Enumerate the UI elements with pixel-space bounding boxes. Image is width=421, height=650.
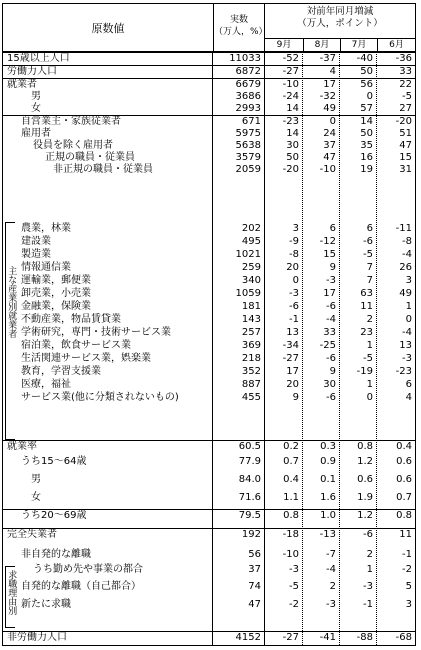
row-actual-value: 6872 [235, 66, 261, 77]
row-change-m7: 1 [366, 564, 373, 575]
row-label: 卸売業，小売業 [21, 288, 91, 299]
row-change-m7: -3 [363, 581, 373, 592]
row-change-m8: -32 [319, 91, 336, 102]
row-actual-value: 887 [241, 379, 261, 390]
row-label: 自営業主・家族従業者 [21, 116, 121, 127]
header-actual-unit: （万人，%） [214, 27, 268, 37]
row-change-m6: 11 [399, 529, 412, 540]
row-change-m8: 4 [329, 66, 336, 77]
row-change-m9: 20 [286, 379, 299, 390]
header-month-7: 7月 [340, 39, 377, 51]
row-change-m6: 0.4 [396, 441, 412, 452]
row-change-m7: 2 [366, 549, 373, 560]
row-label: 生活関連サービス業，娯楽業 [21, 353, 151, 364]
row-change-m8: 37 [323, 140, 336, 151]
row-change-m6: 0.6 [396, 474, 412, 485]
row-change-m7: 0.6 [357, 474, 373, 485]
table-row [3, 474, 415, 486]
row-change-m9: -27 [282, 66, 299, 77]
row-change-m7: 50 [360, 66, 373, 77]
row-change-m7: 11 [360, 301, 373, 312]
row-change-m6: -1 [402, 549, 412, 560]
row-actual-value: 495 [241, 236, 261, 247]
row-change-m8: 15 [323, 249, 336, 260]
row-actual-value: 74 [248, 581, 261, 592]
row-change-m9: 20 [286, 262, 299, 273]
table-row [3, 631, 415, 644]
row-label: 宿泊業，飲食サービス業 [21, 340, 131, 351]
row-label: うち20～69歳 [21, 510, 87, 521]
row-change-m7: 1 [366, 379, 373, 390]
row-label: 非正規の職員・従業員 [53, 164, 153, 175]
row-change-m9: -27 [282, 632, 299, 643]
row-label: 建設業 [21, 236, 51, 247]
row-change-m7: 56 [360, 79, 373, 90]
row-change-m7: -6 [363, 529, 373, 540]
table-row [3, 581, 415, 593]
row-label: 自発的な離職（自己都合） [21, 581, 141, 592]
row-change-m7: 14 [360, 116, 373, 127]
row-label: 女 [31, 492, 41, 503]
row-change-m7: 57 [360, 103, 373, 114]
table-row [3, 528, 415, 541]
row-label: 雇用者 [21, 128, 51, 139]
row-change-m8: -4 [326, 314, 336, 325]
row-change-m7: 1.2 [357, 456, 373, 467]
row-change-m9: 9 [292, 392, 299, 403]
row-change-m6: 22 [399, 79, 412, 90]
row-change-m8: -6 [326, 392, 336, 403]
table-row [3, 236, 415, 248]
row-actual-value: 56 [248, 549, 261, 560]
row-actual-value: 2993 [235, 103, 261, 114]
row-change-m8: 33 [323, 327, 336, 338]
row-change-m9: -18 [282, 529, 299, 540]
table-header [3, 4, 415, 52]
row-change-m9: 3 [292, 223, 299, 234]
row-change-m9: -27 [282, 353, 299, 364]
row-change-m8: -12 [319, 236, 336, 247]
row-change-m7: 1 [366, 340, 373, 351]
row-actual-value: 11033 [229, 53, 261, 64]
row-change-m9: -24 [282, 91, 299, 102]
row-actual-value: 369 [241, 340, 261, 351]
row-actual-value: 77.9 [238, 456, 261, 467]
table-row [3, 456, 415, 468]
row-label: サービス業(他に分類されないもの) [21, 392, 179, 403]
row-change-m8: 1.0 [320, 510, 336, 521]
reason-side-label: 求職理由別 [6, 570, 17, 615]
table-row [3, 115, 415, 128]
row-label: うち15～64歳 [21, 456, 87, 467]
row-actual-value: 79.5 [238, 510, 261, 521]
row-change-m6: 13 [399, 340, 412, 351]
table-row [3, 52, 415, 65]
table-row [3, 78, 415, 91]
row-actual-value: 1059 [235, 288, 261, 299]
row-actual-value: 455 [241, 392, 261, 403]
row-change-m7: 7 [366, 262, 373, 273]
row-change-m6: 0 [405, 314, 412, 325]
table-row [3, 314, 415, 326]
row-change-m8: 17 [323, 288, 336, 299]
row-label: 不動産業，物品賃貸業 [21, 314, 121, 325]
row-change-m8: -41 [319, 632, 336, 643]
row-change-m6: 0.6 [396, 456, 412, 467]
row-change-m6: 27 [399, 103, 412, 114]
table-row [3, 379, 415, 391]
row-label: 新たに求職 [21, 599, 71, 610]
row-change-m6: -4 [402, 249, 412, 260]
row-actual-value: 3579 [235, 152, 261, 163]
row-change-m6: -20 [395, 116, 412, 127]
row-change-m6: 51 [399, 128, 412, 139]
row-change-m9: -10 [282, 549, 299, 560]
row-change-m9: 13 [286, 327, 299, 338]
table-row [3, 65, 415, 78]
row-actual-value: 47 [248, 599, 261, 610]
row-change-m9: 50 [286, 152, 299, 163]
row-actual-value: 671 [241, 116, 261, 127]
row-change-m7: 0.8 [357, 441, 373, 452]
row-change-m6: -68 [395, 632, 412, 643]
row-change-m9: -20 [282, 164, 299, 175]
row-label: うち勤め先や事業の都合 [33, 564, 143, 575]
table-row [3, 353, 415, 365]
row-change-m7: -40 [356, 53, 373, 64]
table-row [3, 152, 415, 164]
table-row [3, 509, 415, 522]
table-row [3, 392, 415, 404]
row-change-m9: 30 [286, 140, 299, 151]
row-change-m9: 1.1 [283, 492, 299, 503]
row-change-m6: 3 [405, 599, 412, 610]
row-change-m8: 0 [329, 116, 336, 127]
header-change [265, 6, 415, 30]
row-change-m6: 47 [399, 140, 412, 151]
header-months [265, 38, 415, 51]
row-change-m6: -5 [402, 91, 412, 102]
row-change-m7: 7 [366, 275, 373, 286]
table-row [3, 223, 415, 235]
row-change-m9: -9 [289, 236, 299, 247]
table-row [3, 340, 415, 352]
row-change-m6: 6 [405, 379, 412, 390]
row-label: 就業者 [7, 79, 37, 90]
header-change-unit: （万人，ポイント） [297, 18, 383, 29]
row-change-m9: 0.7 [283, 456, 299, 467]
row-change-m6: 33 [399, 66, 412, 77]
row-change-m7: 1.2 [357, 510, 373, 521]
row-change-m9: -3 [289, 288, 299, 299]
row-label: 情報通信業 [21, 262, 71, 273]
row-change-m6: 15 [399, 152, 412, 163]
row-label: 労働力人口 [7, 66, 57, 77]
row-change-m7: 16 [360, 152, 373, 163]
row-label: 男 [31, 91, 41, 102]
row-change-m6: -4 [402, 327, 412, 338]
header-month-9: 9月 [276, 40, 292, 50]
row-change-m9: -10 [282, 79, 299, 90]
row-change-m7: -6 [363, 236, 373, 247]
row-change-m7: -1 [363, 599, 373, 610]
row-label: 正規の職員・従業員 [45, 152, 135, 163]
row-change-m9: -23 [282, 116, 299, 127]
row-change-m8: -3 [326, 599, 336, 610]
table-row [3, 327, 415, 339]
row-change-m7: 63 [360, 288, 373, 299]
row-change-m8: 2 [329, 581, 336, 592]
row-actual-value: 71.6 [238, 492, 261, 503]
row-change-m8: 30 [323, 379, 336, 390]
row-change-m6: 31 [399, 164, 412, 175]
row-change-m8: 0.3 [320, 441, 336, 452]
row-change-m8: 1.6 [320, 492, 336, 503]
row-change-m9: 0 [292, 275, 299, 286]
row-change-m8: 24 [323, 128, 336, 139]
row-change-m7: 19 [360, 164, 373, 175]
row-change-m9: -52 [282, 53, 299, 64]
table-row [3, 549, 415, 561]
row-change-m7: 35 [360, 140, 373, 151]
row-change-m9: -6 [289, 301, 299, 312]
row-change-m7: 0 [366, 91, 373, 102]
row-change-m8: -25 [319, 340, 336, 351]
row-actual-value: 352 [241, 366, 261, 377]
row-change-m6: 26 [399, 262, 412, 273]
row-actual-value: 259 [241, 262, 261, 273]
row-change-m6: -3 [402, 353, 412, 364]
table-row [3, 103, 415, 115]
row-actual-value: 218 [241, 353, 261, 364]
row-change-m6: -23 [395, 366, 412, 377]
row-change-m8: 17 [323, 79, 336, 90]
row-change-m7: 1.9 [357, 492, 373, 503]
row-label: 運輸業，郵便業 [21, 275, 91, 286]
table-row [3, 164, 415, 176]
row-change-m7: 0 [366, 392, 373, 403]
row-label: 非労働力人口 [7, 632, 67, 643]
row-change-m8: 0.9 [320, 456, 336, 467]
row-label: 教育，学習支援業 [21, 366, 101, 377]
row-change-m8: -6 [326, 353, 336, 364]
row-change-m9: -3 [289, 564, 299, 575]
row-actual-value: 84.0 [238, 474, 261, 485]
row-change-m6: -36 [395, 53, 412, 64]
row-change-m9: -1 [289, 314, 299, 325]
row-change-m9: 17 [286, 366, 299, 377]
row-label: 男 [31, 474, 41, 485]
row-actual-value: 4152 [235, 632, 261, 643]
row-change-m9: -8 [289, 249, 299, 260]
table-row [3, 275, 415, 287]
row-change-m9: 0.8 [283, 510, 299, 521]
row-change-m8: -4 [326, 564, 336, 575]
row-change-m8: -7 [326, 549, 336, 560]
row-label: 金融業，保険業 [21, 301, 91, 312]
row-change-m7: 6 [366, 223, 373, 234]
row-change-m7: 2 [366, 314, 373, 325]
row-change-m7: -19 [356, 366, 373, 377]
row-actual-value: 1021 [235, 249, 261, 260]
row-change-m6: 49 [399, 288, 412, 299]
row-label: 15歳以上人口 [7, 53, 70, 64]
row-change-m8: 6 [329, 223, 336, 234]
row-change-m6: 3 [405, 275, 412, 286]
table-row [3, 128, 415, 140]
header-title: 原数値 [91, 21, 125, 35]
row-actual-value: 3686 [235, 91, 261, 102]
table-row [3, 599, 415, 611]
row-label: 完全失業者 [7, 529, 57, 540]
table-row [3, 301, 415, 313]
row-actual-value: 5638 [235, 140, 261, 151]
row-change-m9: 14 [286, 128, 299, 139]
row-actual-value: 2059 [235, 164, 261, 175]
row-label: 女 [31, 103, 41, 114]
row-actual-value: 340 [241, 275, 261, 286]
row-change-m8: -13 [319, 529, 336, 540]
table-row [3, 492, 415, 504]
row-change-m7: 50 [360, 128, 373, 139]
row-label: 製造業 [21, 249, 51, 260]
row-change-m9: 0.4 [283, 474, 299, 485]
row-label: 学術研究，専門・技術サービス業 [21, 327, 171, 338]
row-change-m7: -5 [363, 249, 373, 260]
industry-side-label: 主な産業別就業者 [6, 266, 17, 338]
row-actual-value: 202 [241, 223, 261, 234]
row-change-m8: -10 [319, 164, 336, 175]
row-change-m8: 0.1 [320, 474, 336, 485]
row-label: 農業，林業 [21, 223, 71, 234]
labour-force-table [2, 3, 416, 646]
row-change-m8: -6 [326, 301, 336, 312]
table-row [3, 249, 415, 261]
row-change-m6: -8 [402, 236, 412, 247]
table-row [3, 366, 415, 378]
row-actual-value: 60.5 [238, 441, 261, 452]
table-row [3, 288, 415, 300]
row-actual-value: 37 [248, 564, 261, 575]
row-change-m9: -2 [289, 599, 299, 610]
row-change-m6: -11 [395, 223, 412, 234]
table-row [3, 564, 415, 576]
header-change-label: 対前年同月増減 [306, 6, 374, 17]
row-actual-value: 257 [241, 327, 261, 338]
row-actual-value: 192 [241, 529, 261, 540]
row-change-m6: 4 [405, 392, 412, 403]
row-change-m8: 9 [329, 262, 336, 273]
row-change-m7: 23 [360, 327, 373, 338]
row-change-m8: 9 [329, 366, 336, 377]
header-month-6: 6月 [377, 39, 415, 51]
row-change-m8: 47 [323, 152, 336, 163]
row-label: 非自発的な離職 [21, 549, 91, 560]
row-change-m6: 5 [405, 581, 412, 592]
row-change-m8: -3 [326, 275, 336, 286]
row-change-m6: 1 [405, 301, 412, 312]
row-change-m6: 0.7 [396, 492, 412, 503]
table-row [3, 440, 415, 453]
row-change-m6: 0.8 [396, 510, 412, 521]
row-actual-value: 6679 [235, 79, 261, 90]
row-change-m7: -5 [363, 353, 373, 364]
row-label: 医療，福祉 [21, 379, 71, 390]
row-change-m9: -34 [282, 340, 299, 351]
table-row [3, 140, 415, 152]
header-actual-label: 実数 [229, 15, 248, 25]
row-actual-value: 143 [241, 314, 261, 325]
table-row [3, 91, 415, 103]
table-row [3, 262, 415, 274]
row-actual-value: 5975 [235, 128, 261, 139]
header-actual [213, 4, 268, 51]
header-month-8: 8月 [303, 39, 340, 51]
row-label: 役員を除く雇用者 [33, 140, 113, 151]
row-change-m9: 0.2 [283, 441, 299, 452]
row-actual-value: 181 [241, 301, 261, 312]
row-change-m6: -2 [402, 564, 412, 575]
row-change-m7: -88 [356, 632, 373, 643]
row-change-m9: -5 [289, 581, 299, 592]
row-change-m9: 14 [286, 103, 299, 114]
row-change-m8: -37 [319, 53, 336, 64]
row-label: 就業率 [7, 441, 37, 452]
row-change-m8: 49 [323, 103, 336, 114]
